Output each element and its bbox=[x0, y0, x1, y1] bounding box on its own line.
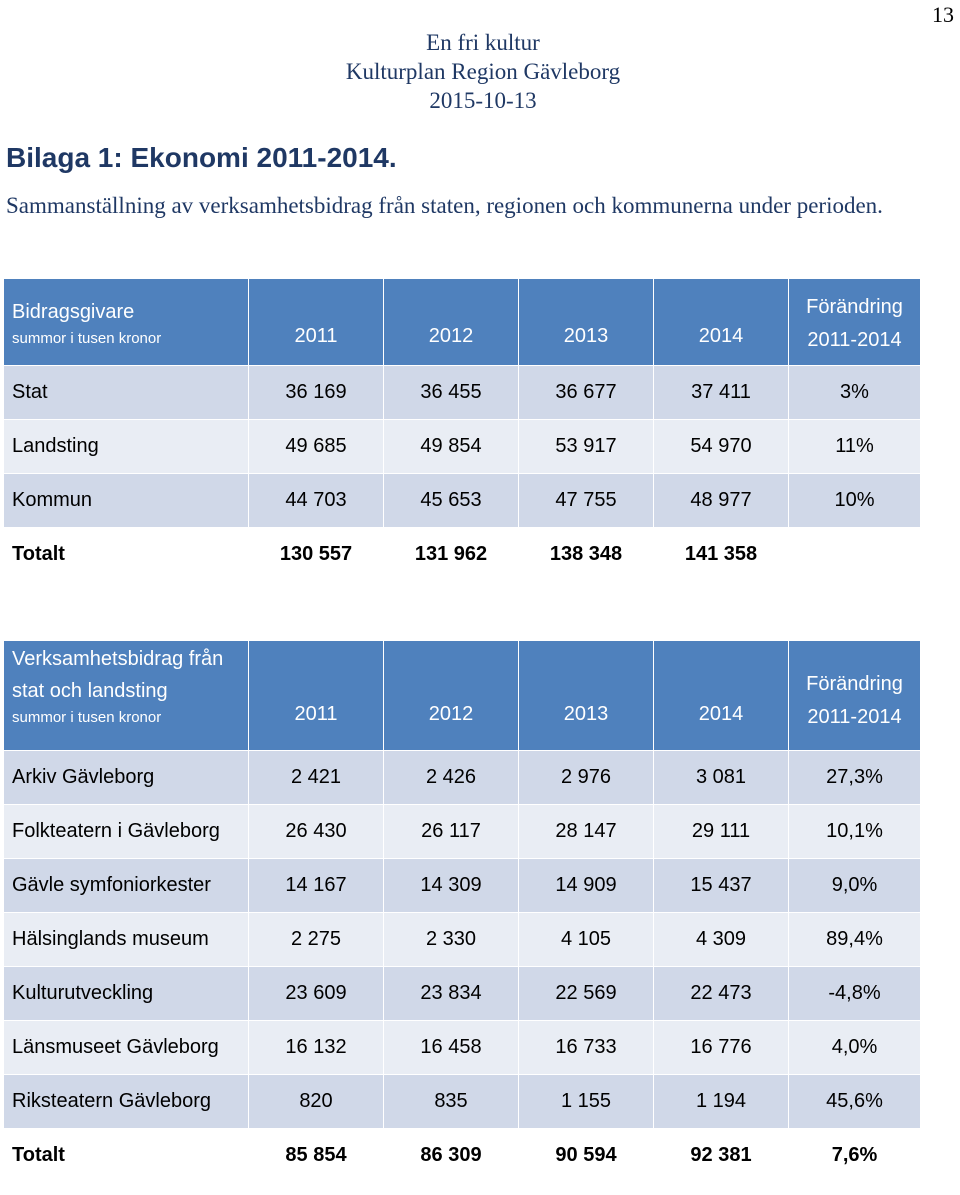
row-value: 141 358 bbox=[654, 528, 789, 582]
row-value: 14 309 bbox=[384, 859, 519, 913]
row-change: 11% bbox=[789, 420, 921, 474]
header-year: 2012 bbox=[384, 641, 519, 751]
row-change: 27,3% bbox=[789, 751, 921, 805]
header-year: 2014 bbox=[654, 641, 789, 751]
contributions-table bbox=[3, 278, 921, 582]
activity-grants-table bbox=[3, 640, 921, 1183]
header-year: 2012 bbox=[384, 279, 519, 366]
header-year: 2013 bbox=[519, 279, 654, 366]
row-value: 49 854 bbox=[384, 420, 519, 474]
row-change: 7,6% bbox=[789, 1129, 921, 1183]
row-value: 54 970 bbox=[654, 420, 789, 474]
table-row bbox=[4, 474, 921, 528]
header-year: 2013 bbox=[519, 641, 654, 751]
header-change-line1: Förändring bbox=[806, 296, 903, 318]
table-row bbox=[4, 913, 921, 967]
row-value: 14 909 bbox=[519, 859, 654, 913]
table-row bbox=[4, 751, 921, 805]
row-value: 1 155 bbox=[519, 1075, 654, 1129]
table-row-total bbox=[4, 1129, 921, 1183]
section-title: Bilaga 1: Ekonomi 2011-2014. bbox=[6, 142, 397, 173]
table-row-total bbox=[4, 528, 921, 582]
row-value: 2 330 bbox=[384, 913, 519, 967]
header-year: 2011 bbox=[249, 279, 384, 366]
row-name: Länsmuseet Gävleborg bbox=[4, 1021, 249, 1075]
row-name: Gävle symfoniorkester bbox=[4, 859, 249, 913]
row-value: 36 169 bbox=[249, 366, 384, 420]
table-row bbox=[4, 805, 921, 859]
row-value: 36 455 bbox=[384, 366, 519, 420]
row-value: 16 458 bbox=[384, 1021, 519, 1075]
row-name: Landsting bbox=[4, 420, 249, 474]
row-value: 22 473 bbox=[654, 967, 789, 1021]
table-row bbox=[4, 1021, 921, 1075]
row-value: 4 309 bbox=[654, 913, 789, 967]
row-value: 22 569 bbox=[519, 967, 654, 1021]
row-name: Kulturutveckling bbox=[4, 967, 249, 1021]
table-row bbox=[4, 366, 921, 420]
row-value: 29 111 bbox=[654, 805, 789, 859]
row-change: 45,6% bbox=[789, 1075, 921, 1129]
header-change-line2: 2011-2014 bbox=[807, 706, 902, 728]
header-sublabel: summor i tusen kronor bbox=[12, 330, 162, 347]
row-value: 86 309 bbox=[384, 1129, 519, 1183]
header-change-line2: 2011-2014 bbox=[807, 329, 902, 351]
row-value: 53 917 bbox=[519, 420, 654, 474]
row-value: 14 167 bbox=[249, 859, 384, 913]
row-value: 45 653 bbox=[384, 474, 519, 528]
header-change bbox=[789, 641, 921, 751]
row-change bbox=[789, 528, 921, 582]
row-name: Stat bbox=[4, 366, 249, 420]
row-value: 49 685 bbox=[249, 420, 384, 474]
row-value: 37 411 bbox=[654, 366, 789, 420]
header-line-date: 2015-10-13 bbox=[429, 88, 537, 113]
row-value: 2 426 bbox=[384, 751, 519, 805]
intro-paragraph: Sammanställning av verksamhetsbidrag från staten, regionen och kommunerna under perioden. bbox=[6, 193, 883, 218]
row-value: 44 703 bbox=[249, 474, 384, 528]
header-change-line1: Förändring bbox=[806, 673, 903, 695]
row-value: 820 bbox=[249, 1075, 384, 1129]
row-name: Kommun bbox=[4, 474, 249, 528]
row-value: 36 677 bbox=[519, 366, 654, 420]
row-change: 4,0% bbox=[789, 1021, 921, 1075]
row-value: 48 977 bbox=[654, 474, 789, 528]
row-value: 26 117 bbox=[384, 805, 519, 859]
header-label-cell bbox=[4, 641, 249, 751]
row-change: 10,1% bbox=[789, 805, 921, 859]
header-label-line2: stat och landsting bbox=[12, 680, 168, 702]
header-change bbox=[789, 279, 921, 366]
row-change: 9,0% bbox=[789, 859, 921, 913]
header-sublabel: summor i tusen kronor bbox=[12, 709, 162, 726]
row-value: 2 275 bbox=[249, 913, 384, 967]
table-row bbox=[4, 967, 921, 1021]
document-header bbox=[0, 28, 960, 115]
row-change: -4,8% bbox=[789, 967, 921, 1021]
row-value: 15 437 bbox=[654, 859, 789, 913]
header-line-plan: Kulturplan Region Gävleborg bbox=[345, 59, 621, 84]
row-value: 3 081 bbox=[654, 751, 789, 805]
row-value: 16 733 bbox=[519, 1021, 654, 1075]
row-value: 16 132 bbox=[249, 1021, 384, 1075]
row-name: Totalt bbox=[4, 528, 249, 582]
row-value: 4 105 bbox=[519, 913, 654, 967]
row-name: Arkiv Gävleborg bbox=[4, 751, 249, 805]
row-value: 2 421 bbox=[249, 751, 384, 805]
table-row bbox=[4, 1075, 921, 1129]
row-value: 23 609 bbox=[249, 967, 384, 1021]
row-value: 28 147 bbox=[519, 805, 654, 859]
row-name: Folkteatern i Gävleborg bbox=[4, 805, 249, 859]
header-label-line1: Verksamhetsbidrag från bbox=[12, 648, 224, 670]
header-label-cell bbox=[4, 279, 249, 366]
page-number: 13 bbox=[932, 2, 954, 27]
row-value: 26 430 bbox=[249, 805, 384, 859]
row-value: 16 776 bbox=[654, 1021, 789, 1075]
header-line-title: En fri kultur bbox=[426, 30, 540, 55]
table-row bbox=[4, 859, 921, 913]
row-value: 835 bbox=[384, 1075, 519, 1129]
header-label: Bidragsgivare bbox=[12, 301, 135, 323]
row-value: 47 755 bbox=[519, 474, 654, 528]
table-row bbox=[4, 420, 921, 474]
row-name: Totalt bbox=[4, 1129, 249, 1183]
row-change: 89,4% bbox=[789, 913, 921, 967]
row-value: 138 348 bbox=[519, 528, 654, 582]
row-value: 131 962 bbox=[384, 528, 519, 582]
row-value: 1 194 bbox=[654, 1075, 789, 1129]
row-name: Riksteatern Gävleborg bbox=[4, 1075, 249, 1129]
row-value: 92 381 bbox=[654, 1129, 789, 1183]
row-value: 85 854 bbox=[249, 1129, 384, 1183]
row-change: 3% bbox=[789, 366, 921, 420]
header-year: 2014 bbox=[654, 279, 789, 366]
row-value: 2 976 bbox=[519, 751, 654, 805]
row-value: 23 834 bbox=[384, 967, 519, 1021]
row-change: 10% bbox=[789, 474, 921, 528]
row-name: Hälsinglands museum bbox=[4, 913, 249, 967]
row-value: 130 557 bbox=[249, 528, 384, 582]
row-value: 90 594 bbox=[519, 1129, 654, 1183]
header-year: 2011 bbox=[249, 641, 384, 751]
